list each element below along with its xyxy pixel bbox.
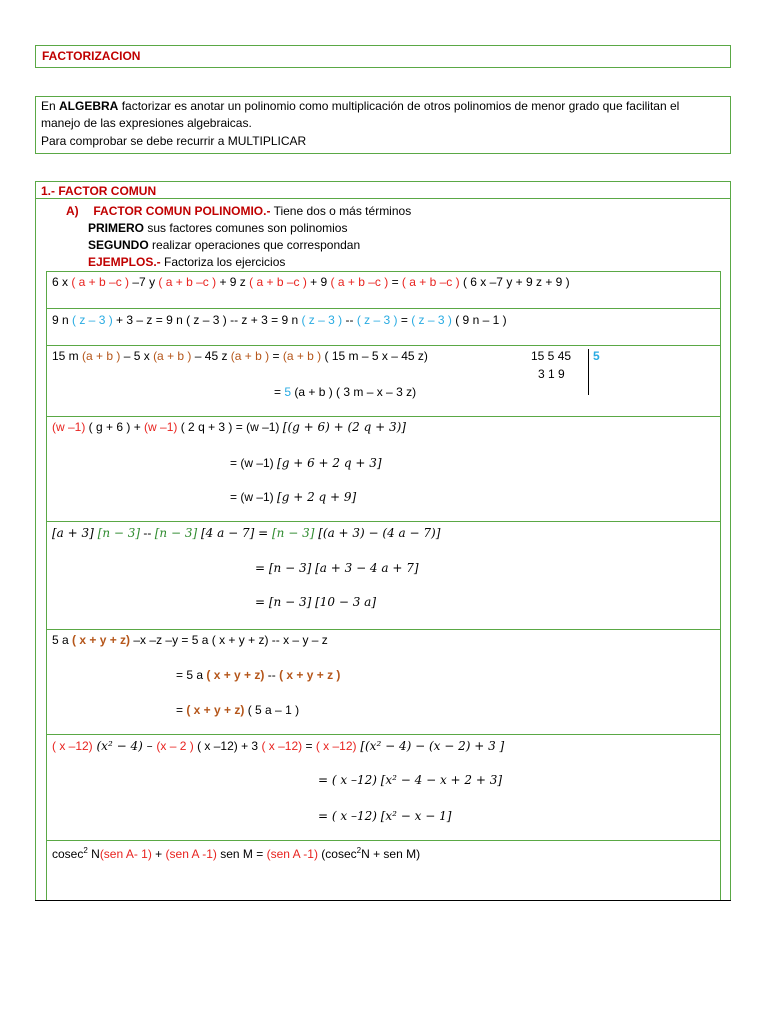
ex5-math: [a + 3] [52,526,98,540]
ex6-term: 5 a [52,633,73,647]
ex1-term: + 9 z [216,275,250,289]
ex6-factor: ( x + y + z ) [279,668,341,682]
ex3-term: = [269,349,283,363]
ex7-math: [(x² − 4) − (x − 2) + 3 ] [356,739,505,753]
example-4-step-3 [230,490,356,504]
ejemplos-line [88,255,285,269]
row-divider [46,416,721,417]
ex3-term: ( 15 m – 5 x – 45 z) [321,349,428,363]
ex1-term: = [388,275,402,289]
gcd-table-row-1: 15 5 45 [531,349,572,363]
ex1-term: 6 x [52,275,72,289]
ex2-factor: ( z – 3 ) [72,313,113,327]
intro-bold: ALGEBRA [59,99,119,113]
intro-text: En [41,99,60,113]
row-divider [46,308,721,309]
example-7-step-3: = ( x –12) [x² − x − 1] [318,809,452,823]
example-6-step-3 [176,703,299,717]
row-divider [46,345,721,346]
primero-label: PRIMERO [88,221,145,235]
segundo-label: SEGUNDO [88,238,149,252]
ex3-gcd: 5 [284,385,292,399]
ex2-term: + 3 – z = 9 n ( z – 3 ) -- z + 3 = 9 n [112,313,302,327]
row-divider [46,521,721,522]
ex8-factor: (sen A -1) [266,847,318,861]
ex3-factor: (a + b ) [282,349,322,363]
row-divider [46,734,721,735]
subheading-a [66,204,411,218]
ex4-term: ( g + 6 ) + [85,420,145,434]
page-title: FACTORIZACION [42,49,141,63]
ex2-term: ( 9 n – 1 ) [451,313,507,327]
ex4-math: [g + 2 q + 9] [277,490,357,504]
example-8 [52,846,420,861]
ex5-factor: [n − 3] [154,526,198,540]
ex8-term: N [87,847,100,861]
ex4-math: [g + 6 + 2 q + 3] [277,456,382,470]
ex1-factor: ( a + b –c ) [249,275,307,289]
ex1-term: + 9 [306,275,331,289]
examples-table [46,271,721,901]
row-divider [46,629,721,630]
primero-text: sus factores comunes son polinomios [144,221,348,235]
title-box [35,45,731,68]
example-3-result [274,385,416,399]
sub-desc: Tiene dos o más términos [270,204,412,218]
ex5-factor: [n − 3] [271,526,315,540]
ex1-factor: ( a + b –c ) [71,275,130,289]
sub-title: FACTOR COMUN POLINOMIO.- [93,204,271,218]
ex7-term: ( x –12) + 3 [193,739,262,753]
example-6-step-2 [176,668,340,682]
ex3-term: (a + b ) ( 3 m – x – 3 z) [291,385,417,399]
segundo-line [88,238,360,252]
ex4-eq: = (w –1) [230,456,278,470]
ex3-factor: (a + b ) [82,349,121,363]
example-6 [52,633,328,647]
example-3 [52,349,428,363]
ex6-op: -- [264,668,280,682]
ex3-term: – 5 x [120,349,154,363]
gcd-table-divider [588,349,589,395]
ex7-factor: ( x –12) [261,739,303,753]
intro-line-3: Para comprobar se debe recurrir a MULTIPLICAR [41,134,307,148]
ex3-factor: (a + b ) [153,349,192,363]
ex5-math: [4 a − 7] = [197,526,272,540]
ex8-exponent: 2 [356,846,362,855]
ex1-factor: ( a + b –c ) [330,275,389,289]
ex7-eq: = [302,739,316,753]
example-4-step-2 [230,456,382,470]
ex4-factor: (w –1) [52,420,86,434]
ex5-factor: [n − 3] [97,526,141,540]
ex4-math: [(g + 6) + (2 q + 3)] [282,420,406,434]
ex1-term: ( 6 x –7 y + 9 z + 9 ) [459,275,570,289]
example-7 [52,739,504,753]
ex2-term: 9 n [52,313,73,327]
example-5-step-2: = [n − 3] [a + 3 − 4 a + 7] [255,561,419,575]
intro-line-2: manejo de las expresiones algebraicas. [41,116,252,130]
ex8-factor: (sen A- 1) [99,847,152,861]
ex3-eq: = [274,385,285,399]
ex7-math: (x² − 4) – [92,739,157,753]
ex7-factor: ( x –12) [315,739,357,753]
ex4-eq: = (w –1) [230,490,278,504]
example-5-step-3: = [n − 3] [10 − 3 a] [255,595,377,609]
ex2-factor: ( z – 3 ) [301,313,343,327]
ex4-term: ( 2 q + 3 ) = (w –1) [177,420,283,434]
ex4-factor: (w –1) [144,420,178,434]
segundo-text: realizar operaciones que correspondan [148,238,361,252]
example-7-step-2: = ( x –12) [x² − 4 − x + 2 + 3] [318,773,503,787]
ex3-factor: (a + b ) [230,349,270,363]
ex8-term: sen M = [216,847,267,861]
ex8-term: cosec [52,847,84,861]
ex3-term: – 45 z [191,349,231,363]
intro-box [35,96,731,154]
ex2-term: -- [342,313,357,327]
example-2 [52,313,507,327]
ejemplos-text: Factoriza los ejercicios [160,255,286,269]
gcd-table-divisor: 5 [593,349,600,363]
ex6-factor: ( x + y + z) [72,633,131,647]
example-5 [52,526,440,540]
ex3-term: 15 m [52,349,83,363]
example-4 [52,420,406,434]
bottom-rule [35,900,731,901]
ex2-term: = [397,313,412,327]
section-heading-rule [35,198,731,199]
ex6-term: ( 5 a – 1 ) [244,703,300,717]
ex6-factor: ( x + y + z) [206,668,265,682]
ex8-exponent: 2 [83,846,88,855]
ex6-eq: = 5 a [176,668,207,682]
section-heading: 1.- FACTOR COMUN [41,184,157,198]
ex5-op: -- [140,526,155,540]
example-1 [52,275,570,289]
ex6-term: –x –z –y = 5 a ( x + y + z) -- x – y – z [130,633,328,647]
ex8-factor: (sen A -1) [165,847,217,861]
ex6-eq: = [176,703,187,717]
gcd-table-row-2: 3 1 9 [538,367,565,381]
primero-line [88,221,347,235]
ex2-factor: ( z – 3 ) [411,313,452,327]
ejemplos-label: EJEMPLOS.- [88,255,161,269]
ex1-term: –7 y [129,275,159,289]
intro-text: factorizar es anotar un polinomio como multiplicación de otros polinomios de menor grado que facilitan el [118,99,680,113]
ex1-factor: ( a + b –c ) [158,275,217,289]
sub-letter: A) [66,204,79,218]
ex8-term: N + sen M) [361,847,421,861]
ex7-factor: ( x –12) [52,739,93,753]
ex6-factor: ( x + y + z) [186,703,245,717]
ex5-math: [(a + 3) − (4 a − 7)] [314,526,441,540]
ex8-op: + [151,847,166,861]
ex1-factor: ( a + b –c ) [401,275,460,289]
ex2-factor: ( z – 3 ) [356,313,398,327]
row-divider [46,840,721,841]
ex8-term: (cosec [317,847,357,861]
ex7-factor: (x – 2 ) [156,739,194,753]
intro-line-1 [41,99,679,113]
